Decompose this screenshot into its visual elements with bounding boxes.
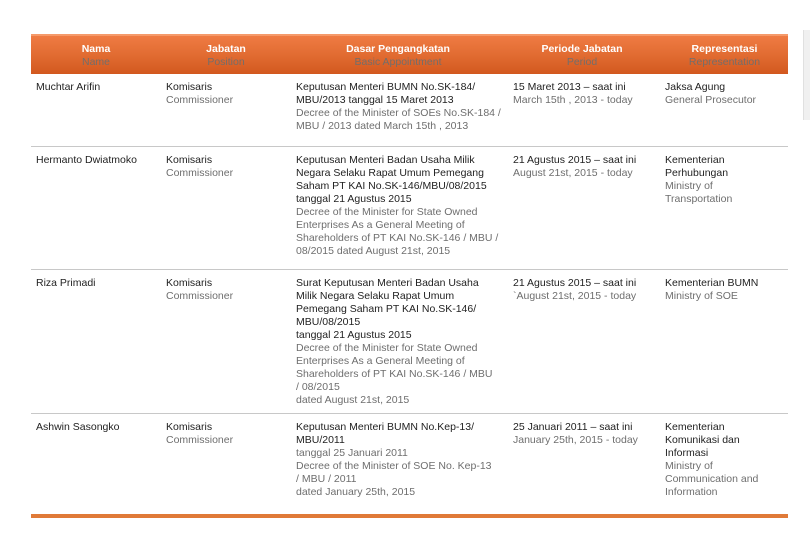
- basis-id-line: tanggal 21 Agustus 2015: [296, 329, 412, 341]
- bottom-accent-bar: [31, 514, 788, 518]
- table-row: [31, 414, 788, 514]
- representation-id: Kementerian BUMN: [665, 277, 759, 289]
- basis-id-line: Surat Keputusan Menteri Badan Usaha: [296, 277, 479, 289]
- commissioners-table: [31, 34, 788, 514]
- position-cell: [166, 421, 286, 447]
- basis-en-line: Decree of the Minister for State Owned: [296, 206, 478, 218]
- position-en: Commissioner: [166, 94, 234, 106]
- period-id: 21 Agustus 2015 – saat ini: [513, 277, 637, 289]
- commissioner-name: Ashwin Sasongko: [36, 421, 120, 433]
- position-id: Komisaris: [166, 421, 213, 433]
- period-en: August 21st, 2015 - today: [513, 167, 633, 179]
- period-id: 15 Maret 2013 – saat ini: [513, 81, 626, 93]
- position-en: Commissioner: [166, 434, 234, 446]
- page-edge: [803, 30, 810, 120]
- table-row: [31, 74, 788, 147]
- basis-id-line: tanggal 21 Agustus 2015: [296, 193, 412, 205]
- period-id: 25 Januari 2011 – saat ini: [513, 421, 633, 433]
- representation-id: Kementerian: [665, 421, 725, 433]
- position-cell: [166, 277, 286, 303]
- basis-cell: [296, 154, 506, 258]
- representation-id: Informasi: [665, 447, 709, 459]
- representation-en: Ministry of: [665, 180, 713, 192]
- basis-en-line: Enterprises As a General Meeting of: [296, 219, 465, 231]
- header-basis-en: Basic Appointment: [354, 56, 442, 68]
- basis-cell: [296, 277, 506, 407]
- basis-en-line: / 08/2015: [296, 381, 340, 393]
- period-id: 21 Agustus 2015 – saat ini: [513, 154, 637, 166]
- basis-id-line: Milik Negara Selaku Rapat Umum: [296, 290, 455, 302]
- basis-en-line: tanggal 25 Januari 2011: [296, 447, 408, 459]
- basis-en-line: Decree of the Minister of SOE No. Kep-13: [296, 460, 492, 472]
- basis-cell: [296, 421, 506, 499]
- representation-id: Kementerian: [665, 154, 725, 166]
- basis-id-line: Keputusan Menteri Badan Usaha Milik: [296, 154, 475, 166]
- representation-cell: [665, 421, 775, 499]
- representation-cell: [665, 81, 775, 107]
- basis-en-line: Enterprises As a General Meeting of: [296, 355, 465, 367]
- representation-en: Communication and: [665, 473, 759, 485]
- basis-en-line: Shareholders of PT KAI No.SK-146 / MBU: [296, 368, 493, 380]
- basis-en-line: / MBU / 2011: [296, 473, 357, 485]
- basis-en-line: Shareholders of PT KAI No.SK-146 / MBU /: [296, 232, 499, 244]
- period-en: `August 21st, 2015 - today: [513, 290, 637, 302]
- basis-en-line: Decree of the Minister for State Owned: [296, 342, 478, 354]
- basis-en-line: Decree of the Minister of SOEs No.SK-184 /: [296, 107, 501, 119]
- period-en: March 15th , 2013 - today: [513, 94, 633, 106]
- header-name: [31, 43, 161, 69]
- commissioner-name: Muchtar Arifin: [36, 81, 101, 93]
- basis-id-line: Saham PT KAI No.SK-146/MBU/08/2015: [296, 180, 487, 192]
- representation-cell: [665, 277, 775, 303]
- basis-id-line: Negara Selaku Rapat Umum Pemegang: [296, 167, 484, 179]
- basis-cell: [296, 81, 506, 133]
- representation-cell: [665, 154, 775, 206]
- header-basis-id: Dasar Pengangkatan: [346, 43, 450, 55]
- representation-id: Komunikasi dan: [665, 434, 740, 446]
- position-cell: [166, 81, 286, 107]
- commissioner-name: Hermanto Dwiatmoko: [36, 154, 137, 166]
- basis-id-line: MBU/08/2015: [296, 316, 361, 328]
- basis-en-line: dated January 25th, 2015: [296, 486, 416, 498]
- header-period-en: Period: [566, 56, 598, 68]
- period-cell: [513, 277, 659, 303]
- position-cell: [166, 154, 286, 180]
- position-id: Komisaris: [166, 154, 213, 166]
- header-basis: [293, 43, 503, 69]
- position-en: Commissioner: [166, 167, 234, 179]
- representation-en: Transportation: [665, 193, 733, 205]
- basis-en-line: 08/2015 dated August 21st, 2015: [296, 245, 451, 257]
- period-cell: [513, 81, 659, 107]
- period-en: January 25th, 2015 - today: [513, 434, 638, 446]
- period-cell: [513, 154, 659, 180]
- position-id: Komisaris: [166, 81, 213, 93]
- representation-en: Ministry of SOE: [665, 290, 738, 302]
- basis-en-line: MBU / 2013 dated March 15th , 2013: [296, 120, 469, 132]
- header-name-en: Name: [81, 56, 110, 68]
- basis-id-line: Pemegang Saham PT KAI No.SK-146/: [296, 303, 477, 315]
- table-header: [31, 34, 788, 74]
- representation-id: Jaksa Agung: [665, 81, 726, 93]
- header-name-id: Nama: [81, 43, 111, 55]
- table-row: [31, 147, 788, 270]
- basis-id-line: MBU/2013 tanggal 15 Maret 2013: [296, 94, 454, 106]
- representation-en: General Prosecutor: [665, 94, 757, 106]
- header-period: [511, 43, 653, 69]
- representation-en: Ministry of: [665, 460, 713, 472]
- representation-en: Information: [665, 486, 718, 498]
- header-representation-en: Representation: [688, 56, 761, 68]
- table-row: [31, 270, 788, 414]
- position-id: Komisaris: [166, 277, 213, 289]
- header-representation: [661, 43, 788, 69]
- header-representation-id: Representasi: [691, 43, 758, 55]
- header-position: [161, 43, 291, 69]
- representation-id: Perhubungan: [665, 167, 729, 179]
- basis-id-line: MBU/2011: [296, 434, 345, 446]
- header-period-id: Periode Jabatan: [541, 43, 623, 55]
- basis-en-line: dated August 21st, 2015: [296, 394, 410, 406]
- basis-id-line: Keputusan Menteri BUMN No.Kep-13/: [296, 421, 475, 433]
- header-position-id: Jabatan: [206, 43, 246, 55]
- commissioner-name: Riza Primadi: [36, 277, 96, 289]
- position-en: Commissioner: [166, 290, 234, 302]
- header-position-en: Position: [207, 56, 245, 68]
- basis-id-line: Keputusan Menteri BUMN No.SK-184/: [296, 81, 476, 93]
- period-cell: [513, 421, 659, 447]
